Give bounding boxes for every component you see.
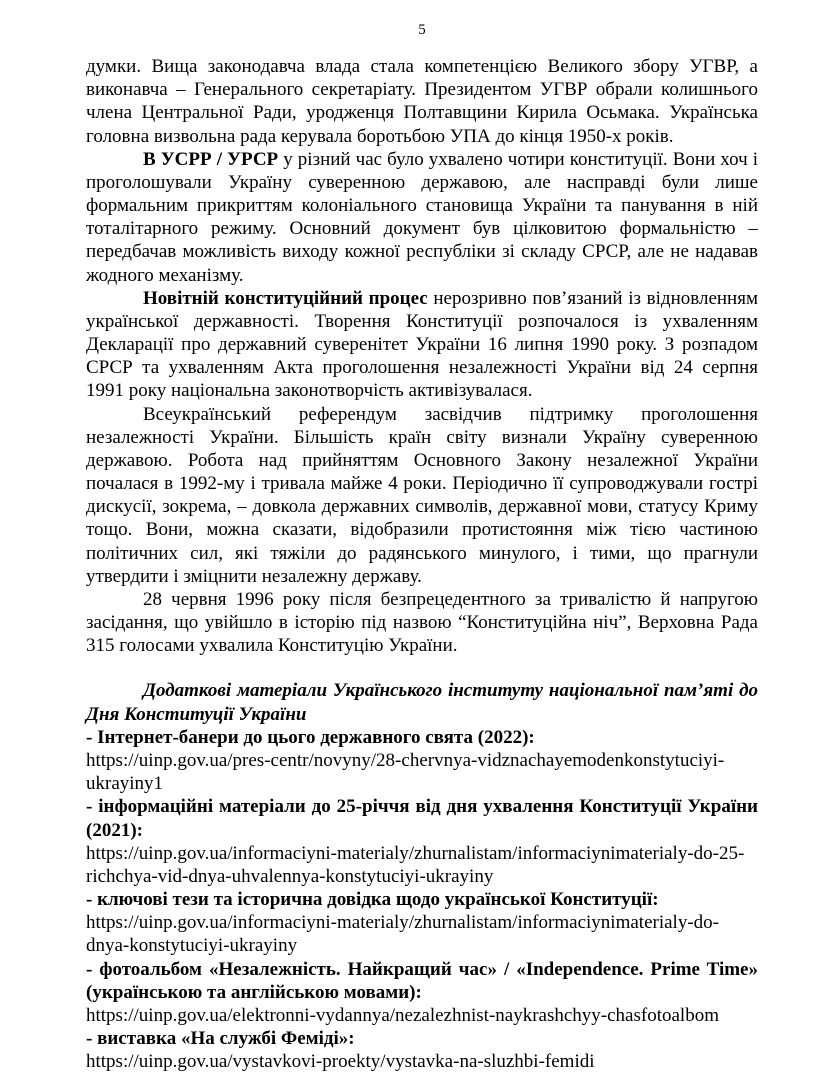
resources-section-heading: Додаткові матеріали Українського інституту національної пам’яті до Дня Конституції України <box>86 680 758 725</box>
resource-item <box>86 958 758 1028</box>
resource-url-link[interactable]: https://uinp.gov.ua/informaciyni-materialy/zhurnalistam/informaciynimaterialy-do-25-richchya-vid-dnya-uhvalennya-konstytuciyi-ukrayiny <box>86 842 745 887</box>
paragraph-constitution-night: 28 червня 1996 року після безпрецедентного за тривалістю й напругою засідання, що увійшло в історію під назвою “Конституційна ніч”, Верховна Рада 315 голосами ухвалила Конституцію України. <box>86 588 758 657</box>
resource-label: - виставка «На службі Феміді»: <box>86 1028 355 1050</box>
paragraph-referendum: Всеукраїнський референдум засвідчив підтримку проголошення незалежності України. Більшість країн світу визнали Україну суверенною державою. Робота над прийняттям Основного Закону незалежної України почалася в 1992-му і тривала майже 4 роки. Періодично її супроводжували гострі дискусії, зокрема, – довкола державних символів, державної мови, статусу Криму тощо. Вони, можна сказати, відобразили протистояння між тією частиною політичних сил, які тяжіли до радянського минулого, і тими, що прагнули утвердити і зміцнити незалежну державу. <box>86 403 758 587</box>
resource-label: - Інтернет-банери до цього державного свята (2022): <box>86 726 535 748</box>
paragraph-modern-process <box>86 287 758 403</box>
paragraph-modern-process-lead: Новітній конституційний процес <box>143 287 428 309</box>
resource-item <box>86 1027 758 1073</box>
page-number: 5 <box>418 22 426 38</box>
resource-url-link[interactable]: https://uinp.gov.ua/vystavkovi-proekty/vystavka-na-sluzhbi-femidi <box>86 1051 595 1073</box>
resource-item <box>86 795 758 888</box>
paragraph-usrr-constitutions <box>86 148 758 287</box>
resource-item <box>86 726 758 796</box>
resource-item <box>86 888 758 958</box>
resource-url-link[interactable]: https://uinp.gov.ua/pres-centr/novyny/28-chervnya-vidznachayemodenkonstytuciyi-ukrayiny1 <box>86 749 725 795</box>
paragraph-usrr-lead: В УСРР / УРСР <box>143 148 279 170</box>
paragraph-modern-process-text: нерозривно пов’язаний із відновленням української державності. Творення Конституції розпочалося із ухваленням Декларації про державний суверенітет України 16 липня 1990 року. З розпадом СРСР та ухваленням Акта проголошення незалежності України від 24 серпня 1991 року національна законотворчість активізувалася. <box>86 287 758 402</box>
resource-url-link[interactable]: https://uinp.gov.ua/elektronni-vydannya/nezalezhnist-naykrashchyy-chasfotoalbom <box>86 1004 719 1026</box>
resource-label: - інформаційні матеріали до 25-річчя від дня ухвалення Конституції України (2021): <box>86 796 758 841</box>
resource-url-link[interactable]: https://uinp.gov.ua/informaciyni-materialy/zhurnalistam/informaciynimaterialy-do-dnya-konstytuciyi-ukrayiny <box>86 912 719 957</box>
resource-label: - фотоальбом «Незалежність. Найкращий час» / «Independence. Prime Time» (українською та англійською мовами): <box>86 958 758 1003</box>
resource-label: - ключові тези та історична довідка щодо української Конституції: <box>86 889 659 911</box>
paragraph-ugvr: думки. Вища законодавча влада стала компетенцією Великого збору УГВР, а виконавча – Генерального секретаріату. Президентом УГВР обрали колишнього члена Центральної Ради, уродженця Полтавщини Кирила Осьмака. Українська головна визвольна рада керувала боротьбою УПА до кінця 1950-х років. <box>86 56 758 147</box>
paragraph-usrr-text: у різний час було ухвалено чотири конституції. Вони хоч і проголошували Україну суверенною державою, але насправді були лише формальним прикриттям колоніального становища України та панування в ній тоталітарного режиму. Основний документ був цілковитою формальністю – передбачав можливість виходу кожної республіки зі складу СРСР, але не надавав жодного механізму. <box>86 148 758 286</box>
